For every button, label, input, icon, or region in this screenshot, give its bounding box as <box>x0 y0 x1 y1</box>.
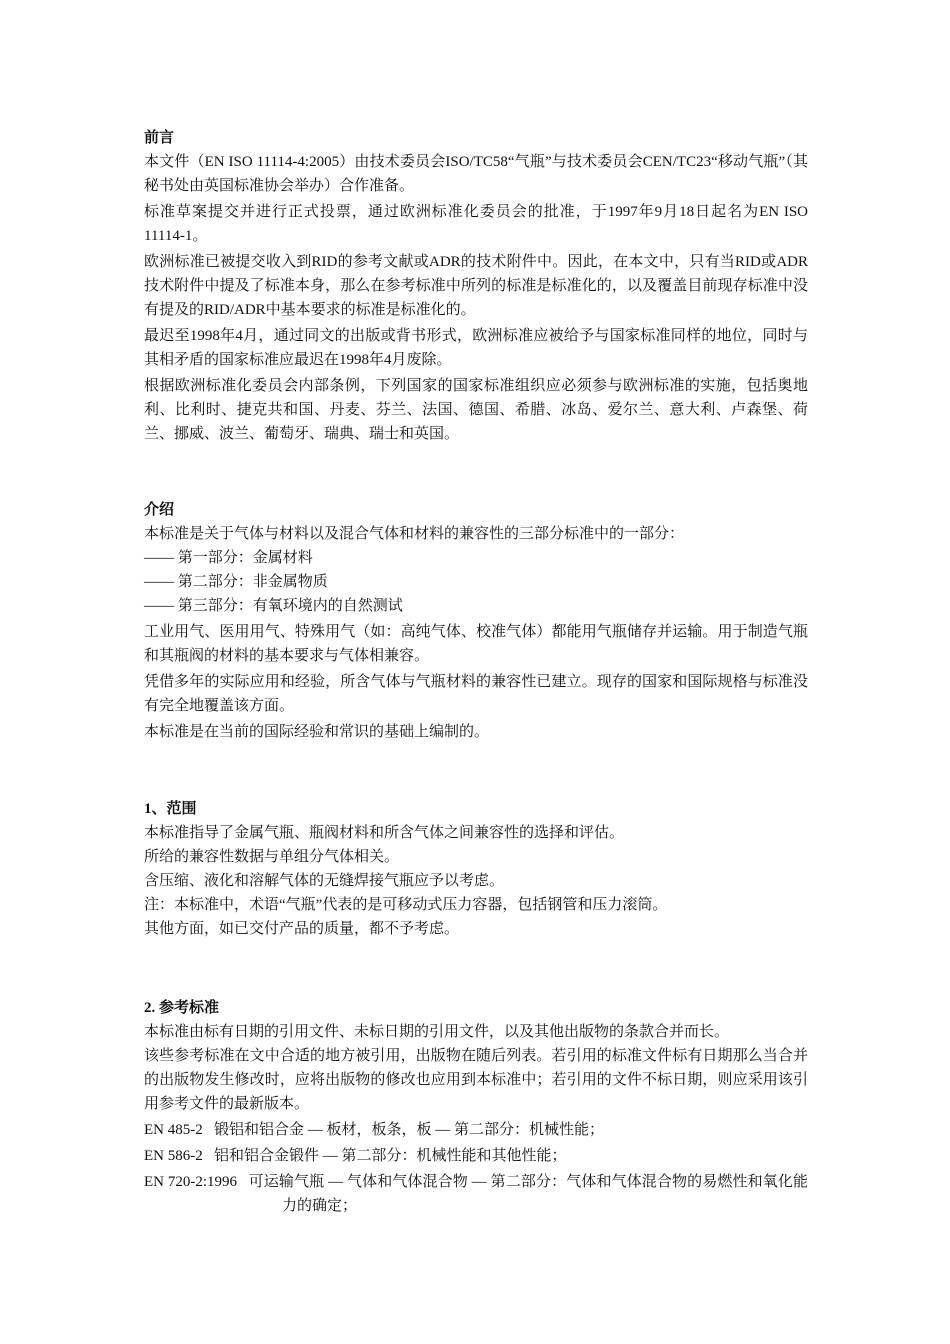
references-heading: 2. 参考标准 <box>144 1000 220 1016</box>
scope-section <box>144 797 808 941</box>
scope-line: 本标准指导了金属气瓶、瓶阀材料和所含气体之间兼容性的选择和评估。 <box>144 825 625 841</box>
intro-paragraph: 本标准是关于气体与材料以及混合气体和材料的兼容性的三部分标准中的一部分： <box>144 526 685 542</box>
preface-paragraph: 根据欧洲标准化委员会内部条例，下列国家的国家标准组织应必须参与欧洲标准的实施，包括奥地利、比利时、捷克共和国、丹麦、芬兰、法国、德国、希腊、冰岛、爱尔兰、意大利、卢森堡、荷兰、挪威、波兰、葡萄牙、瑞典、瑞士和英国。 <box>144 378 808 442</box>
references-paragraph: 该些参考标准在文中合适的地方被引用，出版物在随后列表。若引用的标准文件标有日期那么当合并的出版物发生修改时，应将出版物的修改也应用到本标准中；若引用的文件不标日期，则应采用该引用参考文件的最新版本。 <box>144 1048 808 1112</box>
reference-item <box>144 1118 808 1142</box>
reference-title: 铝和铝合金锻件 — 第二部分：机械性能和其他性能； <box>214 1148 567 1164</box>
scope-line: 其他方面，如已交付产品的质量，都不予考虑。 <box>144 921 460 937</box>
preface-section <box>144 126 808 446</box>
reference-code: EN 720-2:1996 <box>144 1174 238 1190</box>
reference-code: EN 485-2 <box>144 1122 203 1138</box>
scope-line: 所给的兼容性数据与单组分气体相关。 <box>144 849 400 865</box>
intro-paragraph: 工业用气、医用用气、特殊用气（如：高纯气体、校准气体）都能用气瓶储存并运输。用于制造气瓶和其瓶阀的材料的基本要求与气体相兼容。 <box>144 624 808 664</box>
intro-part-item: —— 第一部分：金属材料 <box>144 550 313 566</box>
scope-heading: 1、范围 <box>144 801 197 817</box>
preface-paragraph: 最迟至1998年4月，通过同文的出版或背书形式，欧洲标准应被给予与国家标准同样的地位，同时与其相矛盾的国家标准应最迟在1998年4月废除。 <box>144 328 808 368</box>
scope-line: 含压缩、液化和溶解气体的无缝焊接气瓶应予以考虑。 <box>144 873 505 889</box>
scope-note: 注：本标准中，术语“气瓶”代表的是可移动式压力容器，包括钢管和压力滚筒。 <box>144 897 668 913</box>
intro-section <box>144 498 808 744</box>
reference-title: 可运输气瓶 — 气体和气体混合物 — 第二部分：气体和气体混合物的易燃性和氧化能力的确定； <box>248 1174 808 1214</box>
reference-title: 锻铝和铝合金 — 板材，板条，板 — 第二部分：机械性能； <box>214 1122 605 1138</box>
intro-heading: 介绍 <box>144 502 175 518</box>
preface-paragraph: 欧洲标准已被提交收入到RID的参考文献或ADR的技术附件中。因此，在本文中，只有当RID或ADR技术附件中提及了标准本身，那么在参考标准中所列的标准是标准化的，以及覆盖目前现存标准中没有提及的RID/ADR中基本要求的标准是标准化的。 <box>144 254 808 318</box>
reference-item <box>144 1170 808 1218</box>
references-section <box>144 996 808 1218</box>
intro-part-item: —— 第二部分：非金属物质 <box>144 574 328 590</box>
intro-paragraph: 凭借多年的实际应用和经验，所含气体与气瓶材料的兼容性已建立。现存的国家和国际规格与标准没有完全地覆盖该方面。 <box>144 674 808 714</box>
intro-part-item: —— 第三部分：有氧环境内的自然测试 <box>144 598 403 614</box>
intro-paragraph: 本标准是在当前的国际经验和常识的基础上编制的。 <box>144 724 490 740</box>
preface-paragraph: 本文件（EN ISO 11114-4:2005）由技术委员会ISO/TC58“气瓶”与技术委员会CEN/TC23“移动气瓶”（其秘书处由英国标准协会举办）合作准备。 <box>144 154 808 194</box>
preface-paragraph: 标准草案提交并进行正式投票，通过欧洲标准化委员会的批准，于1997年9月18日起名为EN ISO 11114-1。 <box>144 204 808 244</box>
preface-heading: 前言 <box>144 130 175 146</box>
reference-item <box>144 1144 808 1168</box>
reference-code: EN 586-2 <box>144 1148 203 1164</box>
references-paragraph: 本标准由标有日期的引用文件、未标日期的引用文件，以及其他出版物的条款合并而长。 <box>144 1024 730 1040</box>
